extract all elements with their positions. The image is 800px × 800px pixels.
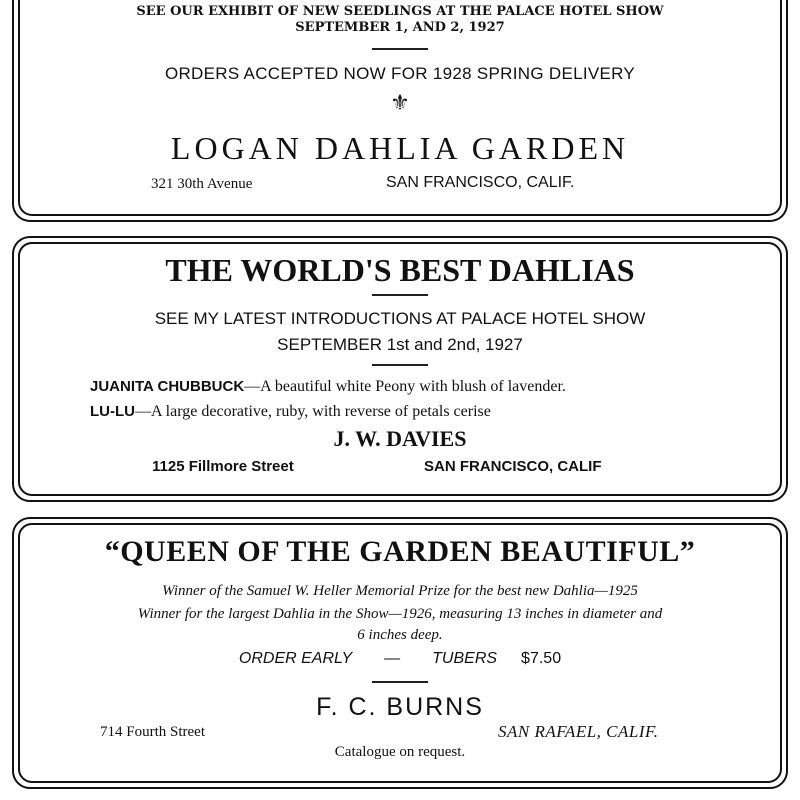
intro-line-1: SEE MY LATEST INTRODUCTIONS AT PALACE HOTEL SHOW [154, 309, 646, 328]
price: $7.50 [521, 650, 562, 667]
exhibit-line-1: SEE OUR EXHIBIT OF NEW SEEDLINGS AT THE PALACE HOTEL SHOW [136, 4, 664, 19]
award-line-3: 6 inches deep. [357, 627, 443, 643]
city-state: SAN FRANCISCO, CALIF. [386, 174, 575, 191]
divider-rule [372, 294, 428, 296]
street-address: 1125 Fillmore Street [152, 458, 294, 475]
company-name: J. W. DAVIES [333, 426, 467, 451]
variety-lu-lu [90, 403, 491, 421]
ad-jw-davies [12, 236, 788, 502]
fleur-de-lis-icon: ⚜ [390, 90, 410, 115]
variety-name: JUANITA CHUBBUCK [90, 378, 245, 395]
variety-name: LU-LU [90, 403, 135, 420]
tubers-text: TUBERS [432, 650, 498, 667]
variety-description: —A large decorative, ruby, with reverse of petals cerise [135, 403, 491, 420]
company-name: LOGAN DAHLIA GARDEN [170, 130, 630, 166]
dash-separator: — [384, 650, 401, 667]
order-early-line [14, 650, 786, 668]
variety-juanita-chubbuck [90, 378, 566, 396]
variety-description: —A beautiful white Peony with blush of lavender. [244, 378, 566, 395]
street-address: 714 Fourth Street [100, 724, 205, 740]
order-early-text: ORDER EARLY [238, 650, 353, 667]
headline: THE WORLD'S BEST DAHLIAS [165, 252, 635, 288]
intro-line-2: SEPTEMBER 1st and 2nd, 1927 [277, 335, 523, 354]
company-name: F. C. BURNS [316, 693, 484, 721]
headline: “QUEEN OF THE GARDEN BEAUTIFUL” [104, 535, 696, 568]
city-state: SAN FRANCISCO, CALIF [424, 458, 602, 475]
street-address: 321 30th Avenue [151, 176, 253, 192]
city-state: SAN RAFAEL, CALIF. [498, 722, 659, 741]
divider-rule [372, 364, 428, 366]
ad-logan-dahlia-garden [12, 0, 788, 222]
catalogue-note: Catalogue on request. [334, 744, 466, 760]
award-line-2: Winner for the largest Dahlia in the Show—1926, measuring 13 inches in diameter and [137, 606, 663, 622]
divider-rule [372, 681, 428, 683]
divider-rule [372, 48, 428, 50]
orders-line: ORDERS ACCEPTED NOW FOR 1928 SPRING DELIVERY [164, 64, 636, 83]
exhibit-line-2: SEPTEMBER 1, AND 2, 1927 [295, 20, 505, 35]
ad-fc-burns [12, 517, 788, 789]
award-line-1: Winner of the Samuel W. Heller Memorial Prize for the best new Dahlia—1925 [162, 583, 638, 599]
